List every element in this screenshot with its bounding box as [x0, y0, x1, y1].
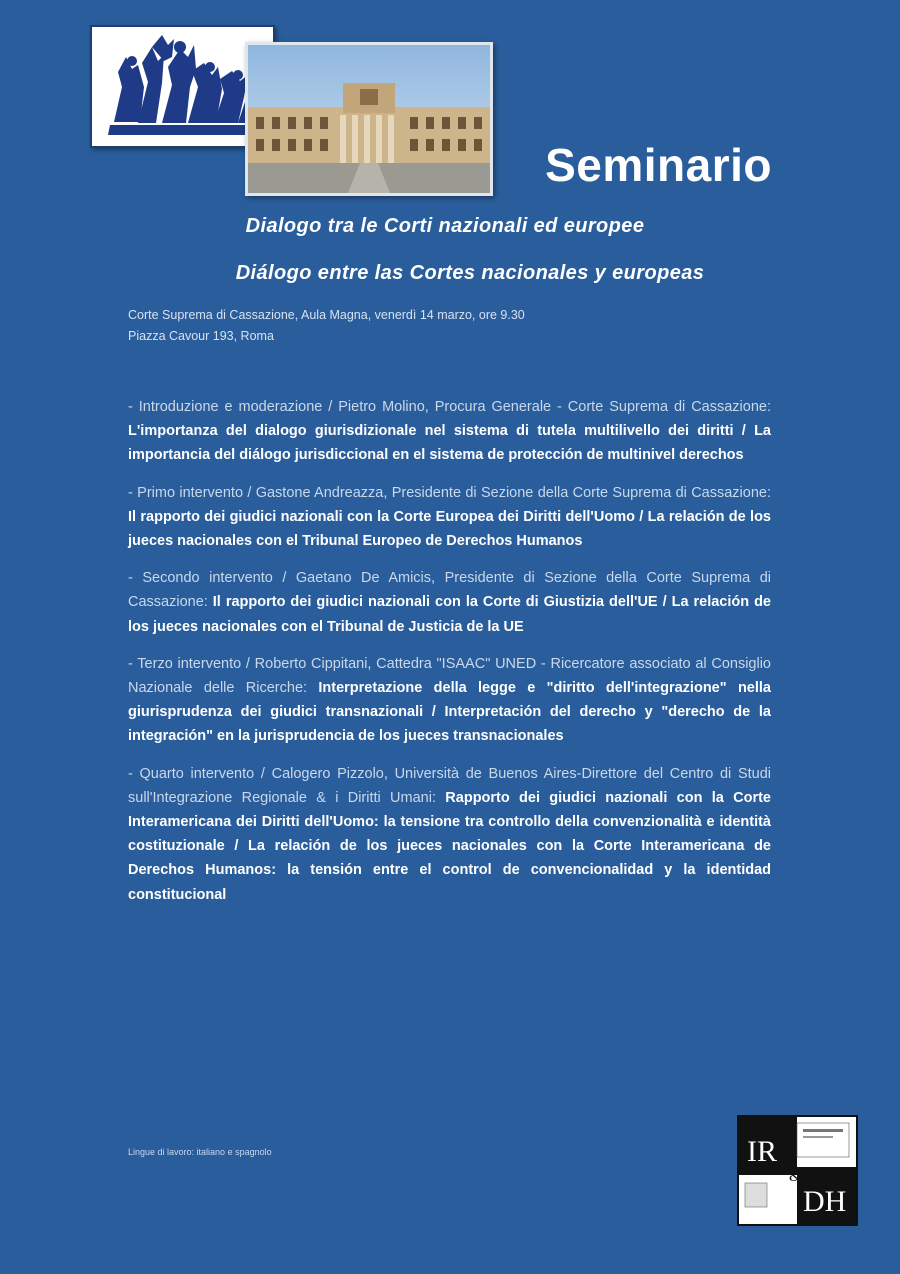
- venue-line-2: Piazza Cavour 193, Roma: [128, 329, 274, 343]
- program-speaker: - Introduzione e moderazione / Pietro Molino, Procura Generale - Corte Suprema di Cassazione:: [128, 399, 771, 415]
- irdh-logo-graphic: [739, 1117, 856, 1224]
- program-speaker: - Secondo intervento / Gaetano De Amicis, Presidente di Sezione della Corte Suprema di Cassazione:: [128, 570, 771, 611]
- program-topic: Il rapporto dei giudici nazionali con la Corte Europea dei Diritti dell'Uomo / La relación de los jueces nacionales con el Tribunal Europeo de Derechos Humanos: [128, 508, 771, 550]
- palace-photo-image: [245, 42, 493, 196]
- program-item: [128, 762, 771, 907]
- program-item: [128, 481, 771, 554]
- program-speaker: - Terzo intervento / Roberto Cippitani, Cattedra "ISAAC" UNED - Ricercatore associato al Consiglio Nazionale delle Ricerche:: [128, 655, 771, 697]
- program-list: [128, 395, 771, 920]
- program-topic: Il rapporto dei giudici nazionali con la Corte di Giustizia dell'UE / La relación de los jueces nacionales con el Tribunal de Justicia de la UE: [128, 594, 771, 635]
- palace-illustration: [248, 45, 490, 193]
- program-topic: L'importanza del dialogo giurisdizionale nel sistema di tutela multilivello dei diritti / La importancia del diálogo jurisdiccional en el sistema de protección de multinivel derechos: [128, 423, 771, 464]
- program-topic: Interpretazione della legge e "diritto dell'integrazione" nella giurisprudenza dei giudici transnazionali / Interpretación del derecho y "derecho de la integración" en la jurisprudencia de los jueces transnacionales: [128, 680, 771, 745]
- program-topic: Rapporto dei giudici nazionali con la Corte Interamericana dei Diritti dell'Uomo: la tensione tra controllo della convenzionalità e identità costituzionale / La relación de los jueces nacionales con la Corte Interamericana de Derechos Humanos: la tensión entre el control de convencionalidad y la identidad constitucional: [128, 789, 771, 903]
- irdh-letters-ir: IR: [747, 1135, 777, 1168]
- irdh-letters-dh: DH: [803, 1185, 847, 1218]
- venue-line-1: Corte Suprema di Cassazione, Aula Magna, venerdì 14 marzo, ore 9.30: [128, 308, 525, 322]
- working-languages-note: Lingue di lavoro: italiano e spagnolo: [128, 1147, 272, 1157]
- program-speaker: - Quarto intervento / Calogero Pizzolo, Università de Buenos Aires-Direttore del Centro di Studi sull'Integrazione Regionale & i Diritti Umani:: [128, 765, 771, 806]
- irdh-letters-amp: &: [789, 1168, 802, 1185]
- subtitle-spanish: Diálogo entre las Cortes nacionales y europeas: [235, 262, 705, 284]
- irdh-logo: [737, 1115, 858, 1226]
- program-item: [128, 652, 771, 749]
- program-speaker: - Primo intervento / Gastone Andreazza, Presidente di Sezione della Corte Suprema di Cassazione:: [128, 484, 771, 501]
- venue-info: [128, 305, 728, 347]
- subtitle-italian: Dialogo tra le Corti nazionali ed europee: [245, 215, 645, 237]
- program-item: [128, 395, 771, 468]
- seminar-title: Seminario: [545, 139, 772, 191]
- program-item: [128, 566, 771, 639]
